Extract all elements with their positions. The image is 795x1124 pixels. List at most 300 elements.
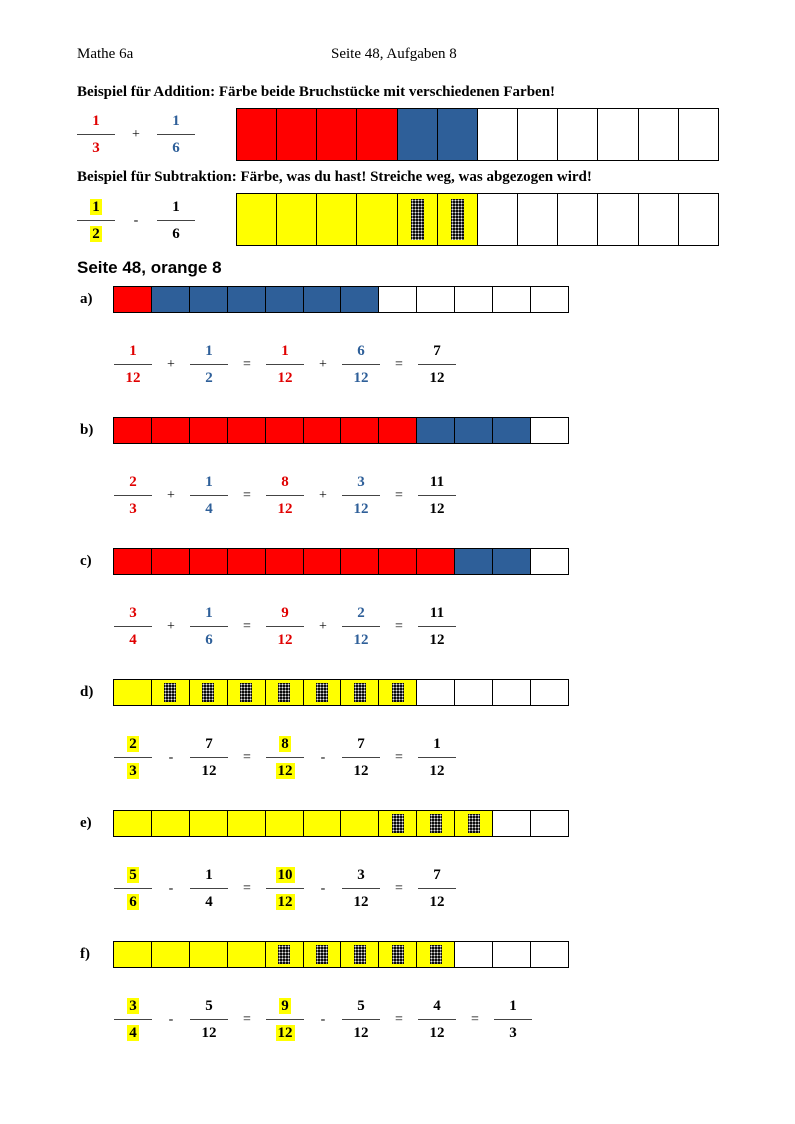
fraction-line bbox=[114, 888, 152, 889]
bar-cell bbox=[228, 810, 266, 837]
numerator: 11 bbox=[429, 605, 445, 621]
fraction bbox=[157, 196, 195, 245]
fraction bbox=[266, 995, 304, 1044]
numerator: 6 bbox=[357, 343, 365, 359]
numerator: 3 bbox=[357, 474, 365, 490]
denominator: 6 bbox=[172, 226, 180, 242]
operator: = bbox=[243, 356, 251, 372]
bar-cell bbox=[190, 941, 228, 968]
numerator: 3 bbox=[357, 867, 365, 883]
fraction bbox=[342, 602, 380, 651]
denominator: 6 bbox=[129, 894, 137, 910]
bar-cell bbox=[266, 679, 304, 706]
numerator: 2 bbox=[129, 736, 137, 752]
fraction-line bbox=[342, 626, 380, 627]
bar-cell bbox=[493, 679, 531, 706]
fraction bbox=[114, 733, 152, 782]
numerator: 3 bbox=[129, 998, 137, 1014]
task-equation bbox=[114, 471, 456, 520]
bar-cell bbox=[114, 286, 152, 313]
bar-cell bbox=[304, 417, 342, 444]
denominator: 12 bbox=[201, 1025, 217, 1041]
numerator: 5 bbox=[129, 867, 137, 883]
numerator: 1 bbox=[129, 343, 137, 359]
bar-cell bbox=[317, 193, 357, 246]
numerator: 4 bbox=[433, 998, 441, 1014]
fraction-line bbox=[342, 364, 380, 365]
fraction bbox=[157, 110, 195, 159]
fraction-line bbox=[266, 757, 304, 758]
operator: - bbox=[320, 749, 326, 765]
fraction-line bbox=[190, 364, 228, 365]
crossed-out-mark bbox=[278, 683, 290, 702]
crossed-out-mark bbox=[392, 945, 404, 964]
denominator: 12 bbox=[429, 370, 445, 386]
bar-cell bbox=[304, 941, 342, 968]
operator: = bbox=[395, 749, 403, 765]
numerator: 8 bbox=[281, 474, 289, 490]
operator: + bbox=[319, 356, 327, 372]
bar-cell bbox=[152, 679, 190, 706]
fraction-line bbox=[342, 757, 380, 758]
bar-cell bbox=[190, 417, 228, 444]
bar-cell bbox=[531, 417, 569, 444]
task-equation bbox=[114, 733, 456, 782]
bar-cell bbox=[531, 286, 569, 313]
bar-cell bbox=[304, 286, 342, 313]
denominator: 12 bbox=[277, 894, 293, 910]
fraction-line bbox=[190, 1019, 228, 1020]
fraction-line bbox=[418, 757, 456, 758]
fraction bbox=[418, 340, 456, 389]
operator: = bbox=[395, 487, 403, 503]
fraction-line bbox=[190, 888, 228, 889]
bar-cell bbox=[493, 941, 531, 968]
numerator: 1 bbox=[92, 113, 100, 129]
operator: + bbox=[167, 487, 175, 503]
task-equation bbox=[114, 340, 456, 389]
bar-cell bbox=[558, 193, 598, 246]
bar-cell bbox=[639, 108, 679, 161]
bar-cell bbox=[531, 679, 569, 706]
fraction bbox=[266, 602, 304, 651]
bar-cell bbox=[277, 193, 317, 246]
bar-cell bbox=[493, 286, 531, 313]
fraction bbox=[494, 995, 532, 1044]
operator: = bbox=[243, 618, 251, 634]
crossed-out-mark bbox=[468, 814, 480, 833]
numerator: 1 bbox=[172, 199, 180, 215]
numerator: 5 bbox=[357, 998, 365, 1014]
fraction-bar bbox=[113, 417, 569, 444]
fraction bbox=[114, 864, 152, 913]
bar-cell bbox=[341, 417, 379, 444]
bar-cell bbox=[455, 548, 493, 575]
operator: - bbox=[320, 1011, 326, 1027]
bar-cell bbox=[228, 679, 266, 706]
numerator: 1 bbox=[92, 199, 100, 215]
denominator: 4 bbox=[129, 632, 137, 648]
numerator: 3 bbox=[129, 605, 137, 621]
denominator: 12 bbox=[277, 1025, 293, 1041]
fraction-line bbox=[190, 626, 228, 627]
bar-cell bbox=[438, 193, 478, 246]
fraction-line bbox=[342, 1019, 380, 1020]
fraction bbox=[418, 995, 456, 1044]
denominator: 2 bbox=[205, 370, 213, 386]
denominator: 12 bbox=[429, 763, 445, 779]
numerator: 1 bbox=[205, 474, 213, 490]
fraction bbox=[418, 864, 456, 913]
denominator: 12 bbox=[277, 370, 293, 386]
bar-cell bbox=[114, 810, 152, 837]
fraction-line bbox=[266, 888, 304, 889]
bar-cell bbox=[152, 941, 190, 968]
numerator: 8 bbox=[281, 736, 289, 752]
bar-cell bbox=[304, 679, 342, 706]
operator: = bbox=[243, 487, 251, 503]
bar-cell bbox=[304, 548, 342, 575]
bar-cell bbox=[228, 417, 266, 444]
fraction-bar bbox=[113, 941, 569, 968]
bar-cell bbox=[317, 108, 357, 161]
bar-cell bbox=[379, 810, 417, 837]
denominator: 4 bbox=[129, 1025, 137, 1041]
fraction bbox=[190, 340, 228, 389]
fraction bbox=[418, 733, 456, 782]
crossed-out-mark bbox=[240, 683, 252, 702]
crossed-out-mark bbox=[392, 683, 404, 702]
operator: - bbox=[320, 880, 326, 896]
fraction bbox=[190, 864, 228, 913]
bar-cell bbox=[266, 941, 304, 968]
bar-cell bbox=[455, 810, 493, 837]
fraction-line bbox=[266, 626, 304, 627]
header-center: Seite 48, Aufgaben 8 bbox=[331, 46, 457, 62]
bar-cell bbox=[455, 941, 493, 968]
bar-cell bbox=[114, 417, 152, 444]
fraction bbox=[114, 340, 152, 389]
numerator: 2 bbox=[129, 474, 137, 490]
bar-cell bbox=[438, 108, 478, 161]
bar-cell bbox=[266, 417, 304, 444]
bar-cell bbox=[478, 108, 518, 161]
fraction-bar bbox=[113, 548, 569, 575]
fraction bbox=[114, 471, 152, 520]
denominator: 12 bbox=[353, 894, 369, 910]
denominator: 3 bbox=[129, 763, 137, 779]
crossed-out-mark bbox=[392, 814, 404, 833]
bar-cell bbox=[341, 679, 379, 706]
header-left: Mathe 6a bbox=[77, 46, 134, 62]
bar-cell bbox=[417, 810, 455, 837]
bar-cell bbox=[493, 548, 531, 575]
denominator: 6 bbox=[205, 632, 213, 648]
operator: - bbox=[168, 1011, 174, 1027]
bar-cell bbox=[379, 286, 417, 313]
denominator: 12 bbox=[429, 1025, 445, 1041]
bar-cell bbox=[417, 548, 455, 575]
numerator: 1 bbox=[205, 343, 213, 359]
denominator: 12 bbox=[353, 501, 369, 517]
operator: + bbox=[167, 618, 175, 634]
bar-cell bbox=[493, 810, 531, 837]
bar-cell bbox=[531, 548, 569, 575]
task-equation bbox=[114, 995, 532, 1044]
numerator: 7 bbox=[357, 736, 365, 752]
bar-cell bbox=[357, 193, 397, 246]
bar-cell bbox=[379, 679, 417, 706]
bar-cell bbox=[277, 108, 317, 161]
fraction-line bbox=[114, 495, 152, 496]
fraction bbox=[342, 864, 380, 913]
crossed-out-mark bbox=[316, 683, 328, 702]
fraction-line bbox=[266, 364, 304, 365]
example-add-bar bbox=[236, 108, 719, 161]
bar-cell bbox=[237, 108, 277, 161]
fraction-line bbox=[418, 626, 456, 627]
fraction bbox=[190, 733, 228, 782]
operator: = bbox=[395, 618, 403, 634]
crossed-out-mark bbox=[411, 199, 424, 240]
bar-cell bbox=[493, 417, 531, 444]
bar-cell bbox=[228, 941, 266, 968]
operator: = bbox=[243, 880, 251, 896]
fraction-line bbox=[266, 1019, 304, 1020]
bar-cell bbox=[398, 193, 438, 246]
example-add-title: Beispiel für Addition: Färbe beide Bruchstücke mit verschiedenen Farben! bbox=[77, 84, 556, 100]
crossed-out-mark bbox=[202, 683, 214, 702]
task-label: c) bbox=[80, 553, 92, 569]
bar-cell bbox=[190, 810, 228, 837]
bar-cell bbox=[679, 108, 719, 161]
fraction bbox=[342, 471, 380, 520]
bar-cell bbox=[598, 108, 638, 161]
bar-cell bbox=[455, 286, 493, 313]
crossed-out-mark bbox=[430, 814, 442, 833]
crossed-out-mark bbox=[164, 683, 176, 702]
numerator: 1 bbox=[205, 867, 213, 883]
bar-cell bbox=[357, 108, 397, 161]
numerator: 1 bbox=[172, 113, 180, 129]
fraction-line bbox=[77, 220, 115, 221]
bar-cell bbox=[152, 286, 190, 313]
bar-cell bbox=[518, 108, 558, 161]
bar-cell bbox=[228, 548, 266, 575]
fraction-line bbox=[494, 1019, 532, 1020]
bar-cell bbox=[417, 286, 455, 313]
numerator: 9 bbox=[281, 605, 289, 621]
fraction-line bbox=[190, 757, 228, 758]
denominator: 12 bbox=[277, 763, 293, 779]
fraction-line bbox=[157, 220, 195, 221]
fraction-bar bbox=[113, 679, 569, 706]
fraction-line bbox=[114, 1019, 152, 1020]
fraction-line bbox=[190, 495, 228, 496]
numerator: 11 bbox=[429, 474, 445, 490]
bar-cell bbox=[228, 286, 266, 313]
bar-cell bbox=[379, 548, 417, 575]
fraction bbox=[418, 471, 456, 520]
fraction bbox=[114, 602, 152, 651]
operator: - bbox=[168, 880, 174, 896]
bar-cell bbox=[531, 810, 569, 837]
bar-cell bbox=[266, 286, 304, 313]
fraction bbox=[342, 995, 380, 1044]
bar-cell bbox=[341, 286, 379, 313]
numerator: 1 bbox=[509, 998, 517, 1014]
fraction-bar bbox=[113, 286, 569, 313]
numerator: 1 bbox=[281, 343, 289, 359]
operator: = bbox=[471, 1011, 479, 1027]
bar-cell bbox=[598, 193, 638, 246]
numerator: 2 bbox=[357, 605, 365, 621]
fraction-line bbox=[114, 364, 152, 365]
bar-cell bbox=[341, 810, 379, 837]
example-sub-title: Beispiel für Subtraktion: Färbe, was du hast! Streiche weg, was abgezogen wird! bbox=[77, 169, 592, 185]
operator: = bbox=[395, 356, 403, 372]
task-equation bbox=[114, 864, 456, 913]
numerator: 10 bbox=[277, 867, 293, 883]
numerator: 7 bbox=[433, 343, 441, 359]
section-title: Seite 48, orange 8 bbox=[77, 258, 222, 277]
fraction bbox=[266, 471, 304, 520]
bar-cell bbox=[417, 417, 455, 444]
fraction bbox=[190, 602, 228, 651]
bar-cell bbox=[266, 810, 304, 837]
bar-cell bbox=[639, 193, 679, 246]
bar-cell bbox=[341, 941, 379, 968]
denominator: 12 bbox=[353, 632, 369, 648]
denominator: 3 bbox=[509, 1025, 517, 1041]
crossed-out-mark bbox=[278, 945, 290, 964]
task-label: d) bbox=[80, 684, 94, 700]
denominator: 12 bbox=[353, 763, 369, 779]
task-label: f) bbox=[80, 946, 90, 962]
example-sub-bar bbox=[236, 193, 719, 246]
bar-cell bbox=[379, 941, 417, 968]
bar-cell bbox=[455, 679, 493, 706]
bar-cell bbox=[190, 679, 228, 706]
denominator: 12 bbox=[277, 632, 293, 648]
denominator: 3 bbox=[129, 501, 137, 517]
fraction-line bbox=[418, 495, 456, 496]
denominator: 12 bbox=[201, 763, 217, 779]
bar-cell bbox=[190, 548, 228, 575]
bar-cell bbox=[531, 941, 569, 968]
crossed-out-mark bbox=[316, 945, 328, 964]
bar-cell bbox=[455, 417, 493, 444]
bar-cell bbox=[190, 286, 228, 313]
fraction-line bbox=[418, 888, 456, 889]
fraction-line bbox=[418, 1019, 456, 1020]
task-label: e) bbox=[80, 815, 92, 831]
bar-cell bbox=[478, 193, 518, 246]
fraction bbox=[190, 995, 228, 1044]
fraction-bar bbox=[113, 810, 569, 837]
crossed-out-mark bbox=[354, 945, 366, 964]
denominator: 12 bbox=[277, 501, 293, 517]
bar-cell bbox=[341, 548, 379, 575]
fraction-line bbox=[266, 495, 304, 496]
example-sub-equation bbox=[77, 196, 195, 245]
fraction bbox=[418, 602, 456, 651]
denominator: 12 bbox=[353, 370, 369, 386]
crossed-out-mark bbox=[451, 199, 464, 240]
bar-cell bbox=[114, 548, 152, 575]
fraction bbox=[266, 340, 304, 389]
denominator: 12 bbox=[429, 632, 445, 648]
denominator: 4 bbox=[205, 894, 213, 910]
operator: = bbox=[395, 1011, 403, 1027]
numerator: 9 bbox=[281, 998, 289, 1014]
operator: - bbox=[133, 212, 139, 228]
fraction-line bbox=[77, 134, 115, 135]
bar-cell bbox=[266, 548, 304, 575]
bar-cell bbox=[679, 193, 719, 246]
bar-cell bbox=[417, 679, 455, 706]
crossed-out-mark bbox=[354, 683, 366, 702]
denominator: 6 bbox=[172, 140, 180, 156]
fraction-line bbox=[114, 626, 152, 627]
bar-cell bbox=[114, 679, 152, 706]
denominator: 2 bbox=[92, 226, 100, 242]
numerator: 7 bbox=[205, 736, 213, 752]
bar-cell bbox=[152, 548, 190, 575]
crossed-out-mark bbox=[430, 945, 442, 964]
fraction bbox=[77, 110, 115, 159]
fraction-line bbox=[342, 888, 380, 889]
bar-cell bbox=[152, 417, 190, 444]
example-add-equation bbox=[77, 110, 195, 159]
bar-cell bbox=[417, 941, 455, 968]
operator: + bbox=[132, 126, 140, 142]
operator: = bbox=[243, 749, 251, 765]
bar-cell bbox=[379, 417, 417, 444]
bar-cell bbox=[518, 193, 558, 246]
operator: + bbox=[319, 487, 327, 503]
fraction-line bbox=[157, 134, 195, 135]
denominator: 3 bbox=[92, 140, 100, 156]
fraction bbox=[342, 733, 380, 782]
bar-cell bbox=[398, 108, 438, 161]
fraction bbox=[77, 196, 115, 245]
bar-cell bbox=[304, 810, 342, 837]
operator: - bbox=[168, 749, 174, 765]
bar-cell bbox=[558, 108, 598, 161]
task-equation bbox=[114, 602, 456, 651]
fraction bbox=[342, 340, 380, 389]
denominator: 12 bbox=[125, 370, 141, 386]
numerator: 1 bbox=[205, 605, 213, 621]
denominator: 12 bbox=[429, 894, 445, 910]
bar-cell bbox=[114, 941, 152, 968]
numerator: 1 bbox=[433, 736, 441, 752]
bar-cell bbox=[237, 193, 277, 246]
task-label: b) bbox=[80, 422, 94, 438]
fraction bbox=[114, 995, 152, 1044]
fraction-line bbox=[114, 757, 152, 758]
operator: = bbox=[243, 1011, 251, 1027]
fraction bbox=[190, 471, 228, 520]
denominator: 12 bbox=[353, 1025, 369, 1041]
task-label: a) bbox=[80, 291, 93, 307]
fraction bbox=[266, 733, 304, 782]
numerator: 7 bbox=[433, 867, 441, 883]
fraction bbox=[266, 864, 304, 913]
numerator: 5 bbox=[205, 998, 213, 1014]
operator: + bbox=[319, 618, 327, 634]
